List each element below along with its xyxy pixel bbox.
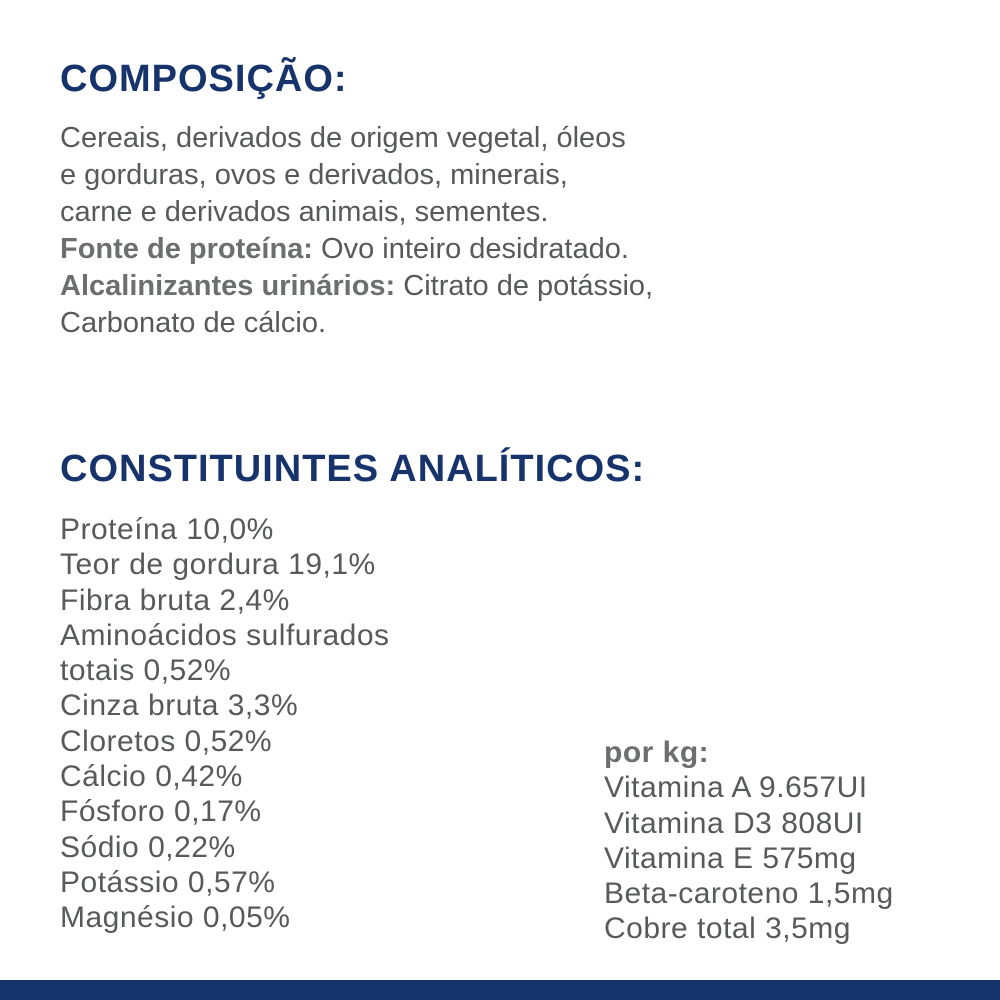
analytical-item: Aminoácidos sulfurados	[60, 618, 390, 652]
analytical-item: Magnésio 0,05%	[60, 901, 291, 935]
analytical-item: Teor de gordura 19,1%	[60, 548, 376, 582]
analytical-item: Fibra bruta 2,4%	[60, 583, 290, 617]
per-kg-section	[604, 735, 894, 947]
per-kg-label: por kg:	[604, 736, 710, 769]
composition-text	[60, 120, 940, 342]
per-kg-item: Vitamina E 575mg	[604, 841, 857, 875]
analytical-item: Sódio 0,22%	[60, 830, 236, 864]
analytical-item: Cálcio 0,42%	[60, 760, 243, 794]
per-kg-item: Cobre total 3,5mg	[604, 912, 851, 946]
per-kg-item: Vitamina D3 808UI	[604, 806, 864, 840]
protein-source-value: Ovo inteiro desidratado.	[312, 233, 629, 265]
per-kg-item: Beta-caroteno 1,5mg	[604, 877, 894, 911]
analytical-heading: CONSTITUINTES ANALÍTICOS:	[60, 448, 646, 490]
analytical-item: Potássio 0,57%	[60, 865, 276, 899]
alkalinizers-value: Citrato de potássio,	[395, 270, 654, 302]
composition-line: carne e derivados animais, sementes.	[60, 196, 549, 228]
per-kg-item: Vitamina A 9.657UI	[604, 771, 868, 805]
alkalinizers-line	[60, 268, 940, 305]
alkalinizers-label: Alcalinizantes urinários:	[60, 270, 396, 302]
analytical-item: totais 0,52%	[60, 654, 232, 688]
composition-line: Cereais, derivados de origem vegetal, óleos	[60, 122, 626, 154]
protein-source-label: Fonte de proteína:	[60, 233, 313, 265]
analytical-item: Proteína 10,0%	[60, 513, 274, 546]
analytical-item: Cinza bruta 3,3%	[60, 689, 299, 723]
protein-source-line	[60, 231, 940, 268]
analytical-list	[60, 512, 390, 936]
analytical-item: Fósforo 0,17%	[60, 795, 262, 829]
per-kg-list	[604, 770, 894, 946]
composition-heading: COMPOSIÇÃO:	[60, 58, 348, 100]
bottom-accent-bar	[0, 980, 1000, 1000]
alkalinizers-line-cont: Carbonato de cálcio.	[60, 307, 326, 339]
composition-line: e gorduras, ovos e derivados, minerais,	[60, 159, 568, 191]
analytical-item: Cloretos 0,52%	[60, 724, 273, 758]
